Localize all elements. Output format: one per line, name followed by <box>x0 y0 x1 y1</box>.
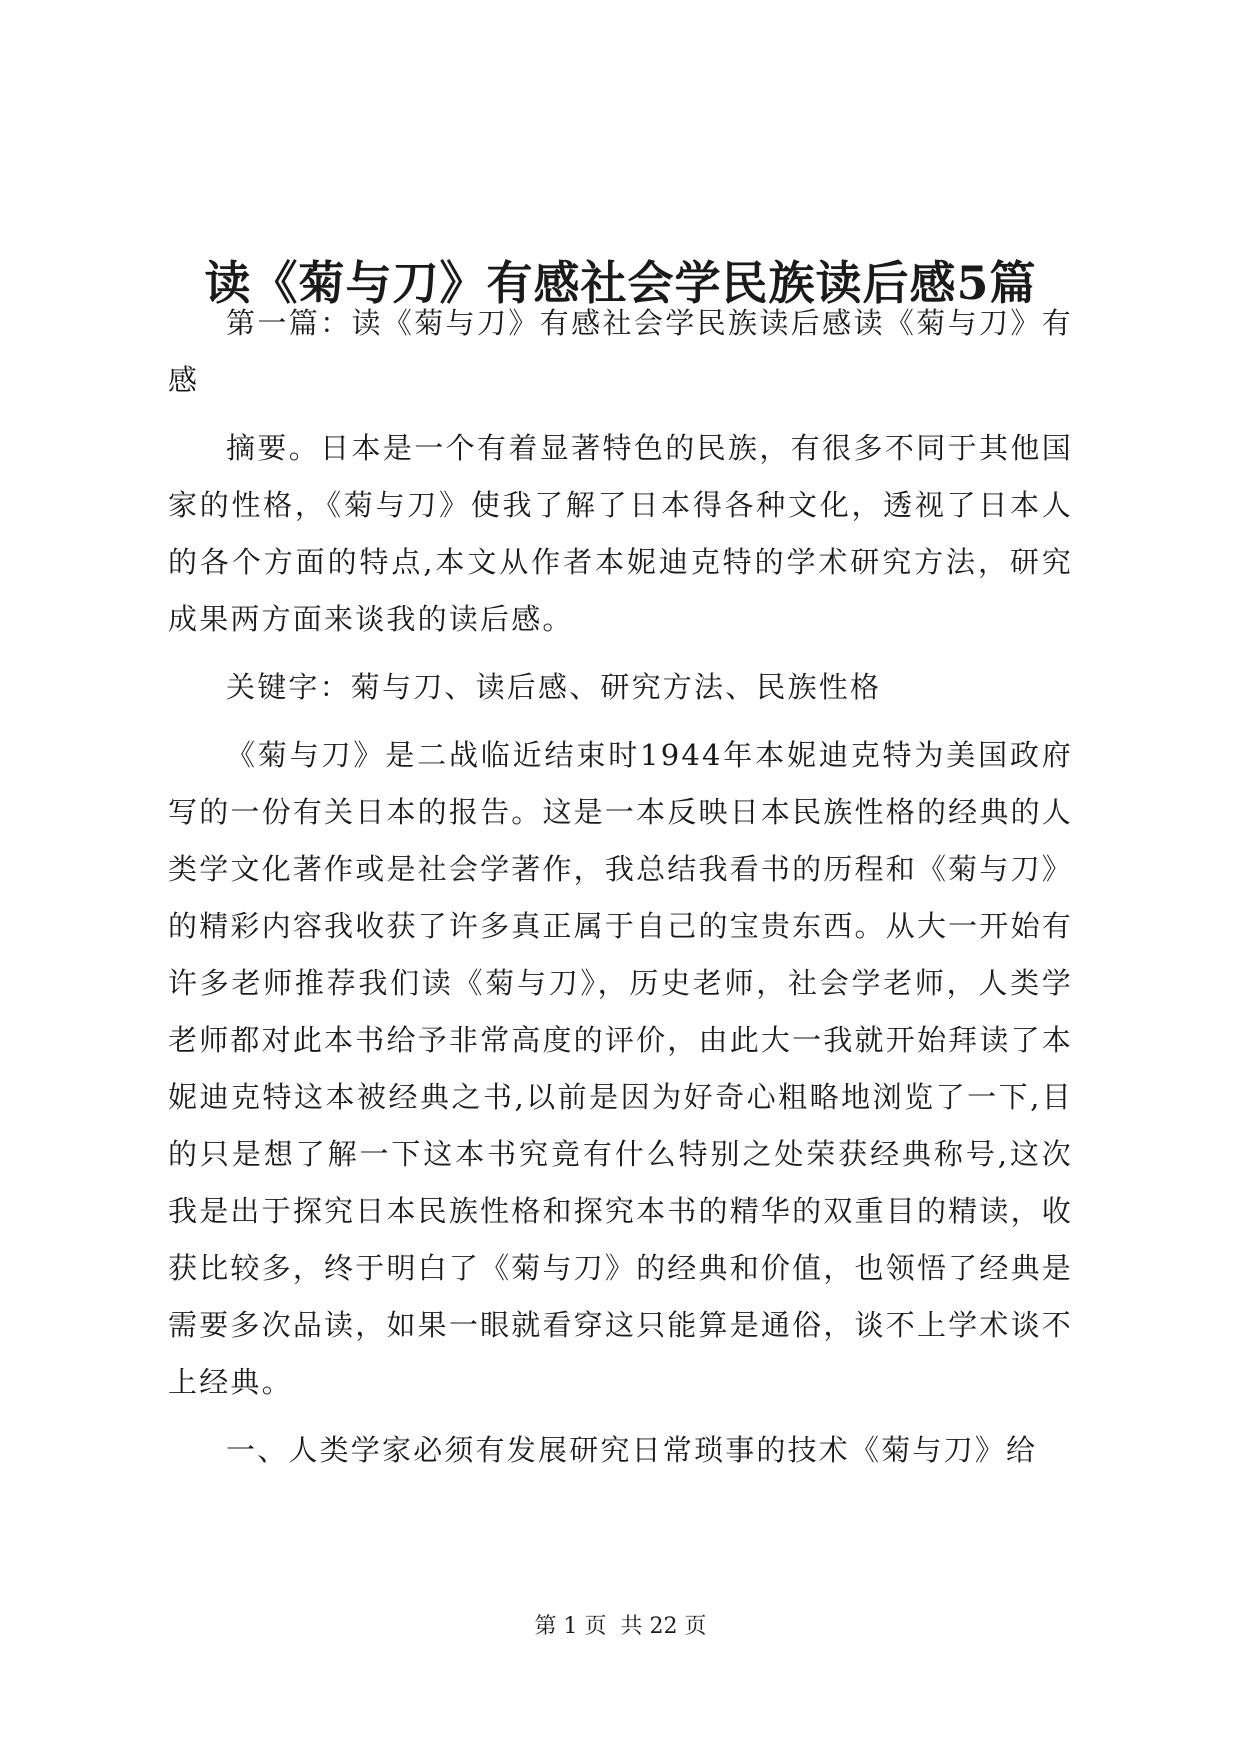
paragraph-body: 《菊与刀》是二战临近结束时1944年本妮迪克特为美国政府写的一份有关日本的报告。这是一本反映日本民族性格的经典的人类学文化著作或是社会学著作，我总结我看书的历程和《菊与刀》的精彩内容我收获了许多真正属于自己的宝贵东西。从大一开始有许多老师推荐我们读《菊与刀》，历史老师，社会学老师，人类学老师都对此本书给予非常高度的评价，由此大一我就开始拜读了本妮迪克特这本被经典之书,以前是因为好奇心粗略地浏览了一下,目的只是想了解一下这本书究竟有什么特别之处荣获经典称号,这次我是出于探究日本民族性格和探究本书的精华的双重目的精读，收获比较多，终于明白了《菊与刀》的经典和价值，也领悟了经典是需要多次品读，如果一眼就看穿这只能算是通俗，谈不上学术谈不上经典。 <box>168 738 1073 1399</box>
page-number-label: 第 1 页 共 22 页 <box>534 1614 707 1639</box>
document-title: 读《菊与刀》有感社会学民族读后感5篇 <box>204 255 1037 310</box>
paragraph-keywords: 关键字：菊与刀、读后感、研究方法、民族性格 <box>226 670 882 704</box>
document-body <box>168 295 1073 1490</box>
page-footer <box>0 1612 1241 1642</box>
paragraph-abstract: 摘要。日本是一个有着显著特色的民族，有很多不同于其他国家的性格，《菊与刀》使我了解了日本得各种文化，透视了日本人的各个方面的特点,本文从作者本妮迪克特的学术研究方法，研究成果两方面来谈我的读后感。 <box>168 431 1073 636</box>
paragraph-heading: 第一篇：读《菊与刀》有感社会学民族读后感读《菊与刀》有感 <box>168 306 1073 397</box>
paragraph-section-one: 一、人类学家必须有发展研究日常琐事的技术《菊与刀》给 <box>226 1433 1038 1467</box>
